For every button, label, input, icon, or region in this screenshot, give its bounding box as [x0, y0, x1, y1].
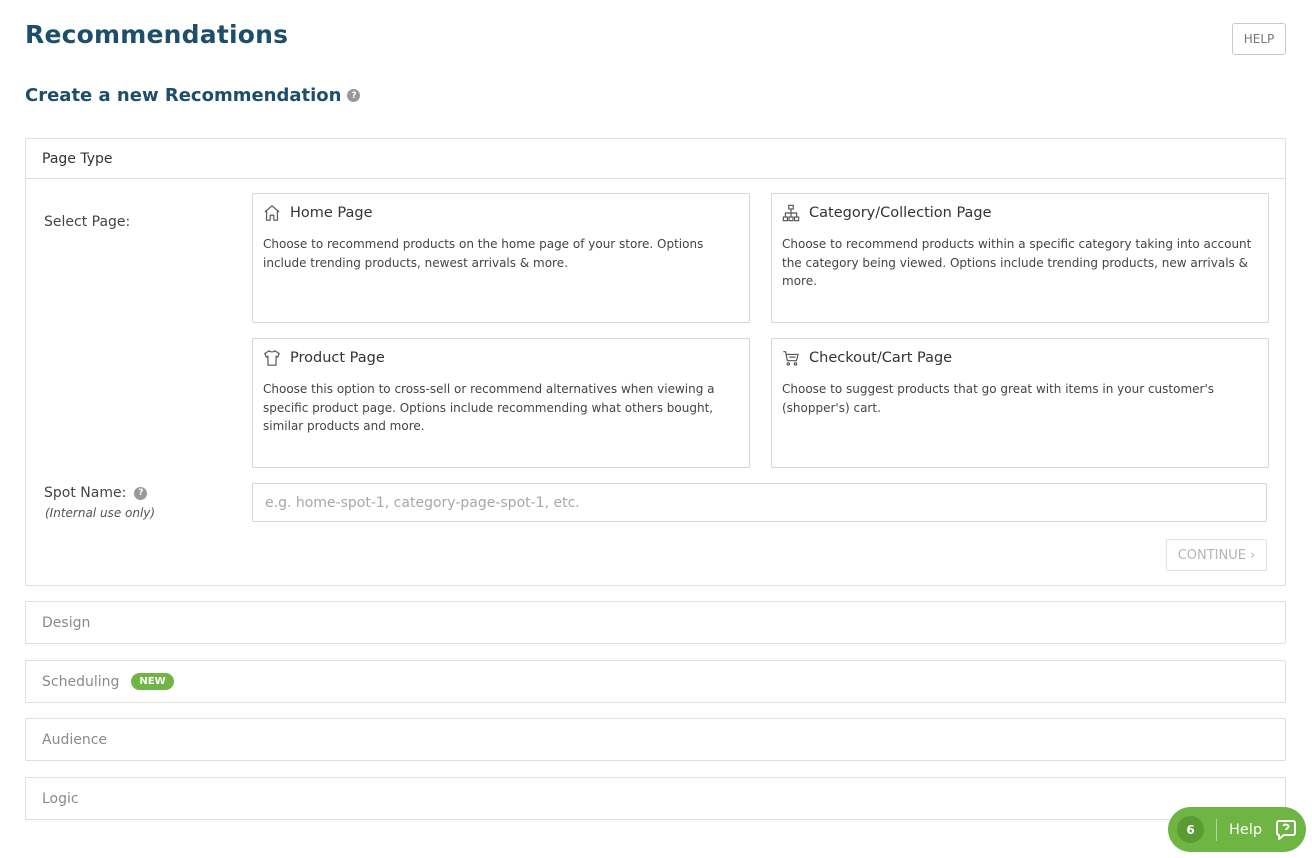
create-recommendation-heading	[25, 85, 360, 106]
home-page-card[interactable]	[252, 193, 750, 323]
scheduling-section[interactable]	[25, 660, 1286, 703]
card-description: Choose this option to cross-sell or recommend alternatives when viewing a specific product page. Options include recommending what others bought, similar products and more.	[263, 382, 715, 433]
card-description: Choose to recommend products within a specific category taking into account the category being viewed. Options include trending products, new arrivals & more.	[782, 237, 1252, 288]
product-page-card[interactable]	[252, 338, 750, 468]
question-icon[interactable]: ?	[347, 89, 360, 102]
spot-name-input[interactable]	[252, 483, 1267, 522]
home-icon	[263, 204, 281, 222]
page-title: Recommendations	[25, 20, 289, 49]
card-title: Home Page	[290, 205, 373, 221]
section-label: Scheduling	[42, 673, 120, 690]
continue-button[interactable]: CONTINUE ›	[1166, 539, 1267, 571]
shirt-icon	[263, 349, 281, 367]
spot-name-subtext: (Internal use only)	[45, 506, 156, 520]
spot-name-label	[44, 485, 147, 501]
page-type-heading[interactable]: Page Type	[26, 139, 1285, 179]
audience-section[interactable]	[25, 718, 1286, 761]
page-type-panel	[25, 138, 1286, 586]
help-divider	[1216, 819, 1217, 841]
design-section[interactable]	[25, 601, 1286, 644]
card-description: Choose to recommend products on the home page of your store. Options include trending products, newest arrivals & more.	[263, 237, 704, 270]
help-count-badge: 6	[1177, 816, 1204, 843]
question-icon[interactable]: ?	[134, 487, 147, 500]
spot-name-text: Spot Name:	[44, 485, 127, 501]
category-page-card[interactable]	[771, 193, 1269, 323]
card-description: Choose to suggest products that go great with items in your customer's (shopper's) cart.	[782, 382, 1215, 415]
card-title: Checkout/Cart Page	[809, 350, 953, 366]
new-badge: NEW	[131, 673, 173, 690]
section-label: Design	[42, 614, 91, 631]
help-button[interactable]: HELP	[1232, 23, 1286, 55]
help-widget[interactable]	[1168, 807, 1306, 852]
select-page-label: Select Page:	[44, 214, 131, 230]
card-title: Category/Collection Page	[809, 205, 992, 221]
cart-icon	[782, 349, 800, 367]
chat-help-icon	[1274, 818, 1298, 842]
checkout-page-card[interactable]	[771, 338, 1269, 468]
section-label: Audience	[42, 731, 108, 748]
section-label: Logic	[42, 790, 79, 807]
subtitle-text: Create a new Recommendation	[25, 85, 342, 106]
sitemap-icon	[782, 204, 800, 222]
card-title: Product Page	[290, 350, 385, 366]
logic-section[interactable]	[25, 777, 1286, 820]
help-widget-label: Help	[1229, 821, 1263, 838]
